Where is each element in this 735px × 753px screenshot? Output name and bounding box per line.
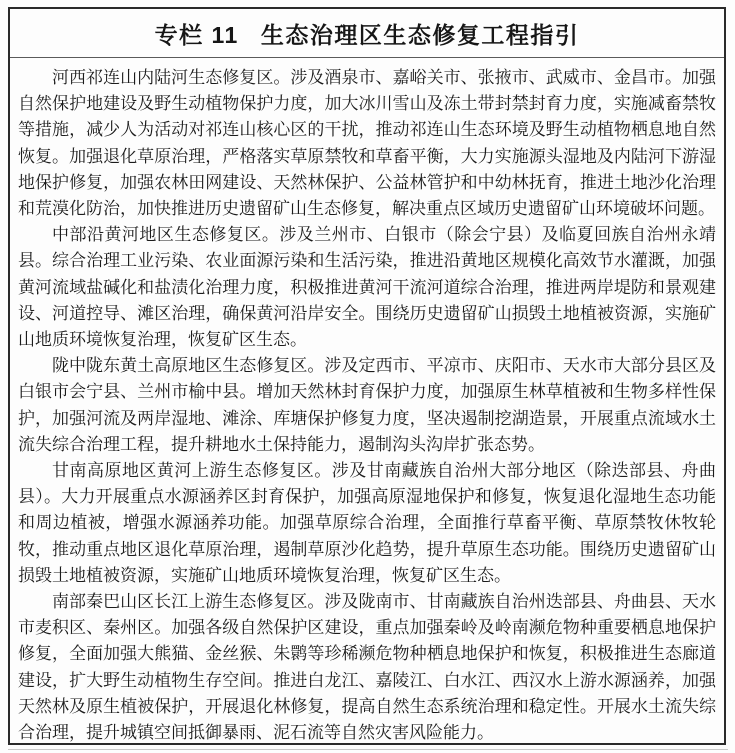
paragraph-gannan-plateau: 甘南高原地区黄河上游生态修复区。涉及甘南藏族自治州大部分地区（除迭部县、舟曲县）。大力开展重点水源涵养区封育保护，加强高原湿地保护和修复，恢复退化湿地生态功能和周边植被，增强水源涵养功能。加强草原综合治理，全面推行草畜平衡、草原禁牧休牧轮牧，推动重点地区退化草原治理，遏制草原沙化趋势，提升草原生态功能。围绕历史遗留矿山损毁土地植被资源，实施矿山地质环境恢复治理，恢复矿区生态。 — [18, 461, 716, 585]
column-title-label: 专栏 11 — [154, 21, 239, 48]
column-box — [8, 7, 726, 745]
paragraph-qinba-mountains: 南部秦巴山区长江上游生态修复区。涉及陇南市、甘南藏族自治州迭部县、舟曲县、天水市麦积区、秦州区。加强各级自然保护区建设，重点加强秦岭及岭南濒危物种重要栖息地保护修复，全面加强大熊猫、金丝猴、朱鹮等珍稀濒危物种栖息地保护和恢复，积极推进生态廊道建设，扩大野生动植物生存空间。推进白龙江、嘉陵江、白水江、西汉水上游水源涵养，加强天然林及原生植被保护，开展退化林修复，提高自然生态系统治理和稳定性。开展水土流失综合治理，提升城镇空间抵御暴雨、泥石流等自然灾害风险能力。 — [18, 592, 716, 743]
paragraph-loess-plateau: 陇中陇东黄土高原地区生态修复区。涉及定西市、平凉市、庆阳市、天水市大部分县区及白银市会宁县、兰州市榆中县。增加天然林封育保护力度，加强原生林草植被和生物多样性保护，加强河流及两岸湿地、滩涂、库塘保护修复力度，坚决遏制挖湖造景，开展重点流域水土流失综合治理工程，提升耕地水土保持能力，遏制沟头沟岸扩张态势。 — [18, 356, 716, 454]
paragraph-hexi-qilianshan: 河西祁连山内陆河生态修复区。涉及酒泉市、嘉峪关市、张掖市、武威市、金昌市。加强自然保护地建设及野生动植物保护力度，加大冰川雪山及冻土带封禁封育力度，实施减畜禁牧等措施，减少人为活动对祁连山核心区的干扰，推动祁连山生态环境及野生动植物栖息地自然恢复。加强退化草原治理，严格落实草原禁牧和草畜平衡，大力实施源头湿地及内陆河下游湿地保护修复，加强农林田网建设、天然林保护、公益林管护和中幼林抚育，推进土地沙化治理和荒漠化防治，加快推进历史遗留矿山生态修复，解决重点区域历史遗留矿山环境破坏问题。 — [18, 68, 716, 219]
column-title — [10, 9, 724, 58]
column-title-text: 生态治理区生态修复工程指引 — [260, 21, 580, 48]
page-bottom-rule — [8, 749, 728, 750]
column-body — [10, 58, 724, 745]
paragraph-central-yellow-river: 中部沿黄河地区生态修复区。涉及兰州市、白银市（除会宁县）及临夏回族自治州永靖县。综合治理工业污染、农业面源污染和生活污染，推进沿黄地区规模化高效节水灌溉，加强黄河流域盐碱化和盐渍化治理力度，积极推进黄河干流河道综合治理，推进两岸堤防和景观建设、河道控导、滩区治理，确保黄河沿岸安全。围绕历史遗留矿山损毁土地植被资源，实施矿山地质环境恢复治理，恢复矿区生态。 — [18, 225, 716, 350]
